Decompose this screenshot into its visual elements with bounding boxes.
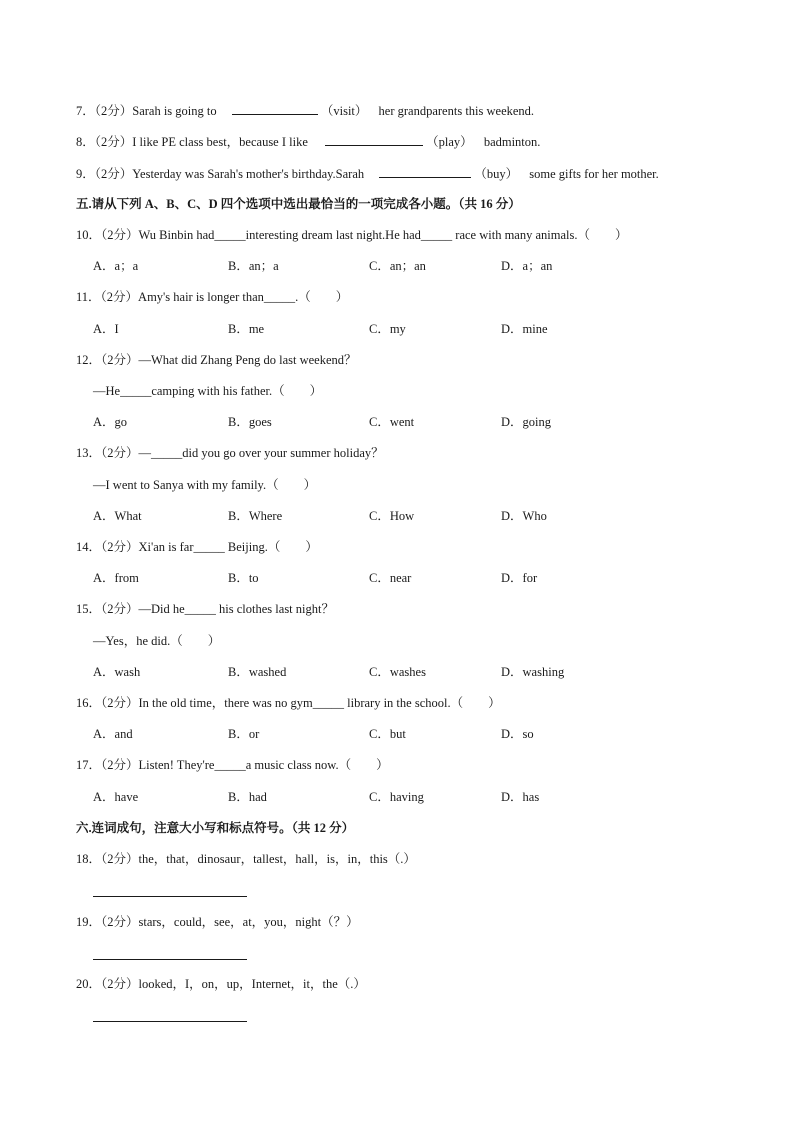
question-7 xyxy=(76,102,534,119)
question-7-stem: 7．（2分）Sarah is going to xyxy=(76,104,217,118)
question-10: 10．（2分）Wu Binbin had_____interesting dream last night.He had_____ race with many animals.（ ） xyxy=(76,228,628,242)
question-9-hint: （buy） xyxy=(474,167,519,181)
option-a[interactable]: A．wash xyxy=(93,665,141,679)
option-b[interactable]: B．Where xyxy=(228,509,283,523)
option-c[interactable]: C．washes xyxy=(369,665,426,679)
question-9-stem: 9．（2分）Yesterday was Sarah's mother's birthday.Sarah xyxy=(76,167,365,181)
option-a[interactable]: A．and xyxy=(93,727,133,741)
option-c[interactable]: C．near xyxy=(369,571,412,585)
question-15: 15．（2分）—Did he_____ his clothes last night？ xyxy=(76,602,334,616)
question-16: 16．（2分）In the old time，there was no gym_____ library in the school.（ ） xyxy=(76,696,501,710)
option-b[interactable]: B．an；a xyxy=(228,259,279,273)
question-13: 13．（2分）—_____did you go over your summer holiday？ xyxy=(76,446,384,460)
option-b[interactable]: B．me xyxy=(228,322,265,336)
question-8-tail: badminton. xyxy=(483,135,541,149)
option-c[interactable]: C．went xyxy=(369,415,415,429)
option-a[interactable]: A．have xyxy=(93,790,139,804)
question-15-reply: —Yes，he did.（ ） xyxy=(93,634,221,648)
question-7-tail: her grandparents this weekend. xyxy=(378,104,535,118)
option-b[interactable]: B．to xyxy=(228,571,259,585)
question-9-tail: some gifts for her mother. xyxy=(529,167,659,181)
option-a[interactable]: A．What xyxy=(93,509,142,523)
question-17: 17．（2分）Listen! They're_____a music class now.（ ） xyxy=(76,758,389,772)
option-a[interactable]: A．I xyxy=(93,322,119,336)
section-5-heading: 五.请从下列 A、B、C、D 四个选项中选出最恰当的一项完成各小题。（共 16 分） xyxy=(76,197,521,211)
option-c[interactable]: C．How xyxy=(369,509,415,523)
question-7-hint: （visit） xyxy=(320,104,368,118)
option-a[interactable]: A．from xyxy=(93,571,139,585)
option-d[interactable]: D．so xyxy=(501,727,534,741)
option-b[interactable]: B．or xyxy=(228,727,260,741)
option-b[interactable]: B．washed xyxy=(228,665,287,679)
option-a[interactable]: A．go xyxy=(93,415,128,429)
answer-blank[interactable] xyxy=(325,133,423,146)
question-14: 14．（2分）Xi'an is far_____ Beijing.（ ） xyxy=(76,540,318,554)
question-12-reply: —He_____camping with his father.（ ） xyxy=(93,384,323,398)
option-d[interactable]: D．has xyxy=(501,790,540,804)
answer-line[interactable] xyxy=(93,895,247,897)
option-a[interactable]: A．a；a xyxy=(93,259,139,273)
option-d[interactable]: D．a；an xyxy=(501,259,553,273)
question-18: 18．（2分）the，that，dinosaur，tallest，hall，is，in，this（.） xyxy=(76,852,416,866)
option-d[interactable]: D．washing xyxy=(501,665,565,679)
question-20: 20．（2分）looked，I，on，up，Internet，it，the（.） xyxy=(76,977,366,991)
section-6-heading: 六.连词成句，注意大小写和标点符号。（共 12 分） xyxy=(76,821,355,835)
question-8-stem: 8．（2分）I like PE class best，because I like xyxy=(76,135,308,149)
question-9 xyxy=(76,165,659,182)
question-11: 11．（2分）Amy's hair is longer than_____.（ ） xyxy=(76,290,349,304)
option-c[interactable]: C．having xyxy=(369,790,424,804)
answer-line[interactable] xyxy=(93,958,247,960)
question-19: 19．（2分）stars，could，see，at，you，night（？） xyxy=(76,915,359,929)
option-d[interactable]: D．for xyxy=(501,571,538,585)
question-8-hint: （play） xyxy=(426,135,473,149)
answer-line[interactable] xyxy=(93,1020,247,1022)
answer-blank[interactable] xyxy=(232,102,318,115)
option-c[interactable]: C．but xyxy=(369,727,406,741)
question-8 xyxy=(76,133,540,150)
question-12: 12．（2分）—What did Zhang Peng do last weekend？ xyxy=(76,353,357,367)
option-c[interactable]: C．my xyxy=(369,322,406,336)
answer-blank[interactable] xyxy=(379,165,471,178)
option-d[interactable]: D．Who xyxy=(501,509,547,523)
option-d[interactable]: D．going xyxy=(501,415,552,429)
question-13-reply: —I went to Sanya with my family.（ ） xyxy=(93,478,317,492)
option-b[interactable]: B．had xyxy=(228,790,267,804)
option-b[interactable]: B．goes xyxy=(228,415,272,429)
option-c[interactable]: C．an；an xyxy=(369,259,426,273)
option-d[interactable]: D．mine xyxy=(501,322,548,336)
